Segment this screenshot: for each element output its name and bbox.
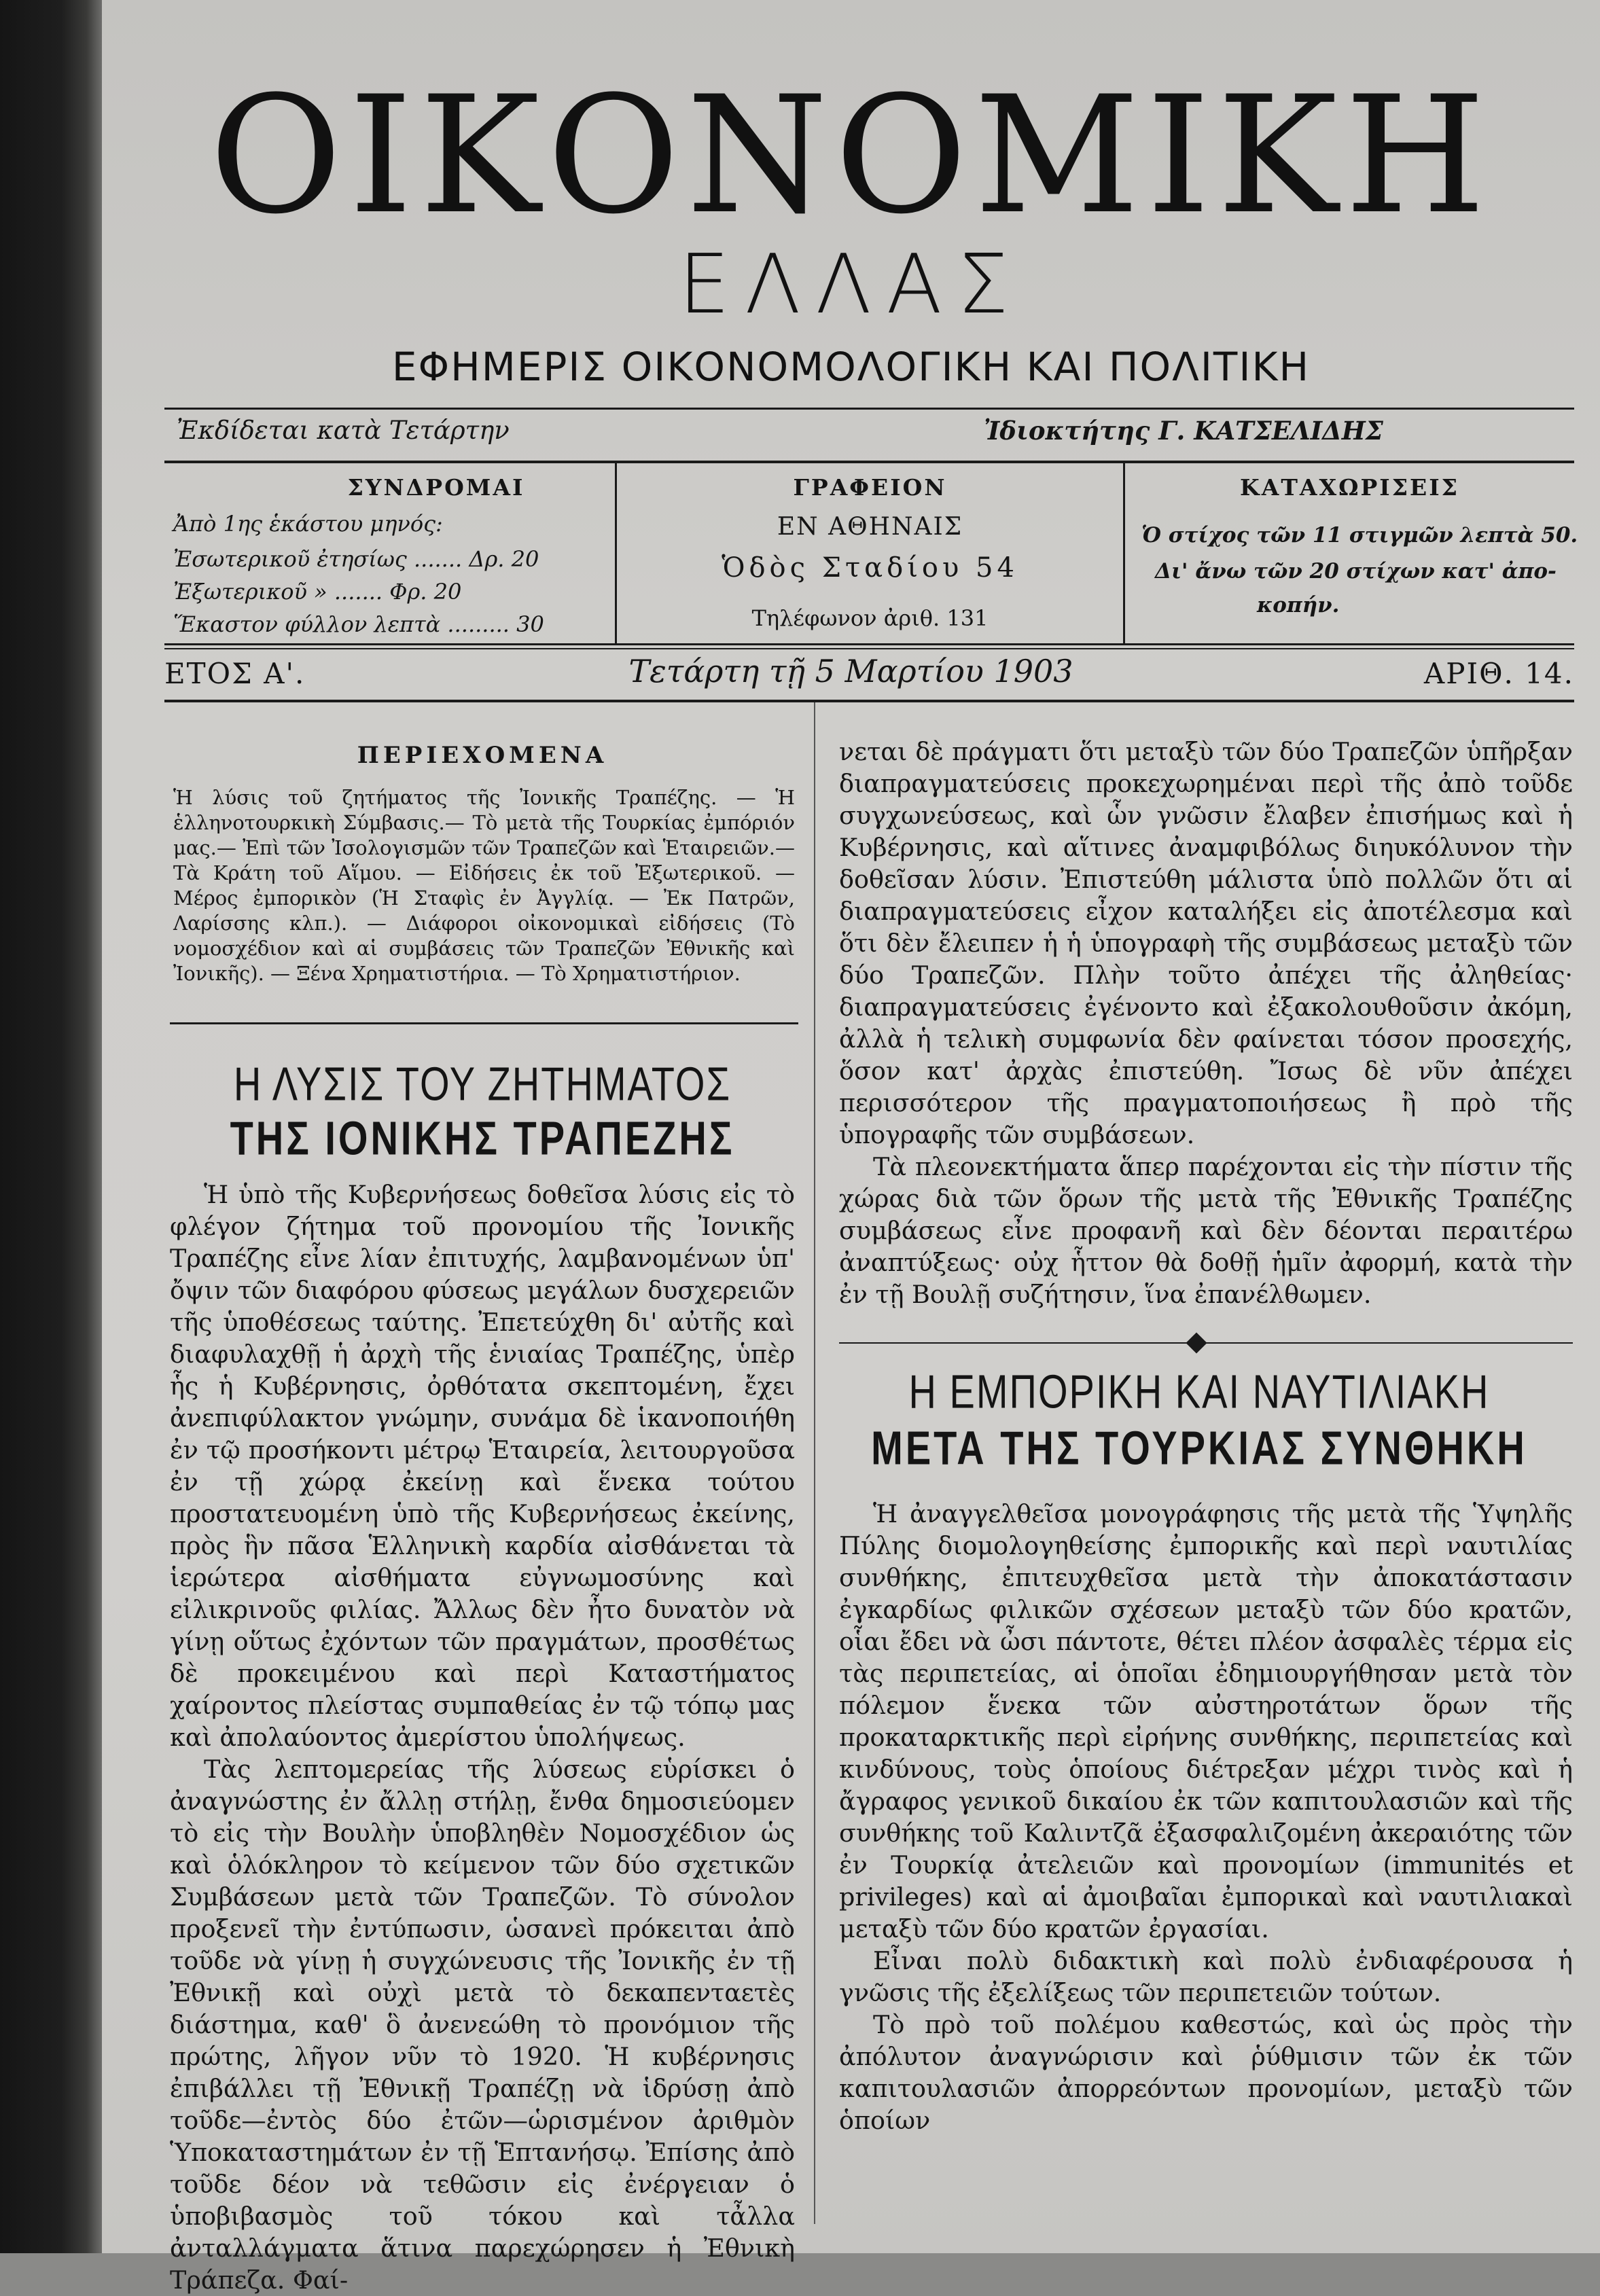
article1-paragraph: νεται δὲ πράγματι ὅτι μεταξὺ τῶν δύο Τραπεζῶν ὑπῆρξαν διαπραγματεύσεις προκεχωρημέναι περὶ τῆς ἀπὸ τοῦδε συγχωνεύσεως, καὶ ὧν γνῶσιν ἔλαβεν ἐπισήμως καὶ ἡ Κυβέρνησις, καὶ αἵτινες ἀναμφιβόλως διηυκόλυνον τὴν δοθεῖσαν λύσιν. Ἐπιστεύθη μάλιστα ὑπὸ πολλῶν ὅτι αἱ διαπραγματεύσεις εἶχον καταλήξει εἰς ἀποτέλεσμα καὶ ὅτι δὲν ἔλειπεν ἡ ἡ ὑπογραφὴ τῆς συμβάσεως μεταξὺ τῶν δύο Τραπεζῶν. Πλὴν τοῦτο ἀπέχει τῆς ἀληθείας· διαπραγματεύσεις ἐγένοντο καὶ ἐξακολουθοῦσιν ἀκόμη, ἀλλὰ ἡ τελικὴ συμφωνία δὲν φαίνεται τόσον προσεχής, ὅσον κατ' ἀρχὰς ἐπιστεύθη. Ἴσως δὲ νῦν ἀπέχει περισσότερον τῆς πραγματοποιήσεως ἢ πρὸ τῆς ὑπογραφῆς τῶν συμβάσεων. — [839, 737, 1573, 1149]
article2-headline-line2: ΜΕΤΑ ΤΗΣ ΤΟΥΡΚΙΑΣ ΣΥΝΘΗΚΗ — [871, 1420, 1527, 1475]
issue-number: ΑΡΙΘ. 14. — [1423, 657, 1574, 690]
publication-frequency: Ἐκδίδεται κατὰ Τετάρτην — [177, 416, 510, 445]
issue-line-rule — [164, 700, 1574, 702]
office-heading: ΓΡΑΦΕΙΟΝ — [793, 474, 947, 501]
office-telephone: Τηλέφωνον ἀριθ. 131 — [751, 605, 989, 631]
article1-headline-line1: Η ΛΥΣΙΣ ΤΟΥ ΖΗΤΗΜΑΤΟΣ — [233, 1056, 732, 1111]
article2-headline-line1: Η ΕΜΠΟΡΙΚΗ ΚΑΙ ΝΑΥΤΙΛΙΑΚΗ — [908, 1364, 1490, 1418]
masthead-title: ΟΙΚΟΝΟΜΙΚΗ — [209, 62, 1493, 250]
publication-owner: Ἰδιοκτήτης Γ. ΚΑΤΣΕΛΙΔΗΣ — [984, 416, 1383, 446]
contents-heading: ΠΕΡΙΕΧΟΜΕΝΑ — [357, 742, 608, 769]
issue-date: Τετάρτη τῇ 5 Μαρτίου 1903 — [628, 653, 1073, 689]
masthead-tagline: ΕΦΗΜΕΡΙΣ ΟΙΚΟΝΟΜΟΛΟΓΙΚΗ ΚΑΙ ΠΟΛΙΤΙΚΗ — [391, 344, 1311, 390]
office-street: Ὁδὸς Σταδίου 54 — [722, 552, 1018, 584]
masthead-rule — [164, 408, 1574, 410]
subscriptions-heading: ΣΥΝΔΡΟΜΑΙ — [347, 474, 525, 501]
info-box-bottom-rule — [164, 643, 1574, 645]
subscription-domestic: Ἐσωτερικοῦ ἐτησίως ....... Δρ. 20 — [173, 546, 539, 572]
newspaper-page — [102, 0, 1600, 2295]
article1-headline-line2: ΤΗΣ ΙΟΝΙΚΗΣ ΤΡΑΠΕΖΗΣ — [230, 1111, 735, 1165]
ads-bulk-line: Δι' ἄνω τῶν 20 στίχων κατ' ἀπο- — [1155, 559, 1557, 584]
separator-ornament-icon — [1186, 1332, 1207, 1353]
article1-paragraph: Τὰ πλεονεκτήματα ἅπερ παρέχονται εἰς τὴν πίστιν τῆς χώρας διὰ τῶν ὅρων τῆς μετὰ τῆς Ἐθνικῆς Τραπέζης συμβάσεως εἶνε προφανῆ καὶ δὲν δέονται περαιτέρω ἀναπτύξεως· οὐχ ἧττον θὰ δοθῇ ἡμῖν ἀφορμή, κατὰ τὴν ἐν τῇ Βουλῇ συζήτησιν, ἵνα ἐπανέλθωμεν. — [839, 1152, 1573, 1309]
ads-heading: ΚΑΤΑΧΩΡΙΣΕΙΣ — [1240, 474, 1459, 501]
article2-paragraph: Τὸ πρὸ τοῦ πολέμου καθεστώς, καὶ ὡς πρὸς τὴν ἀπόλυτον ἀναγνώρισιν καὶ ῥύθμισιν τῶν ἐκ τῶν καπιτουλασιῶν ἀπορρεόντων προνομίων, μεταξὺ τῶν ὁποίων — [839, 2010, 1573, 2135]
contents-rule — [170, 1022, 798, 1024]
article1-continuation — [839, 736, 1573, 1310]
info-box-bottom-rule-2 — [164, 648, 1574, 649]
article1-paragraph: Τὰς λεπτομερείας τῆς λύσεως εὑρίσκει ὁ ἀναγνώστης ἐν ἄλλῃ στήλῃ, ἔνθα δημοσιεύομεν τὸ εἰς τὴν Βουλὴν ὑποβληθὲν Νομοσχέδιον ὡς καὶ ὁλόκληρον τὸ κείμενον τῶν δύο σχετικῶν Συμβάσεων μετὰ τῶν Τραπεζῶν. Τὸ σύνολον προξενεῖ τὴν ἐντύπωσιν, ὡσανεὶ πρόκειται ἀπὸ τοῦδε νὰ γίνῃ ἡ συγχώνευσις τῆς Ἰονικῆς ἐν τῇ Ἐθνικῇ καὶ οὐχὶ μετὰ τὸ δεκαπενταετὲς διάστημα, καθ' ὃ ἀνενεώθη τὸ προνόμιον τῆς πρώτης, λῆγον νῦν τὸ 1920. Ἡ κυβέρνησις ἐπιβάλλει τῇ Ἐθνικῇ Τραπέζῃ νὰ ἱδρύσῃ ἀπὸ τοῦδε—ἐντὸς δύο ἐτῶν—ὡρισμένον ἀριθμὸν Ὑποκαταστημάτων ἐν τῇ Ἑπτανήσῳ. Ἐπίσης ἀπὸ τοῦδε δέον νὰ τεθῶσιν εἰς ἐνέργειαν ὁ ὑποβιβασμὸς τοῦ τόκου καὶ τἆλλα ἀνταλλάγματα ἅτινα παρεχώρησεν ἡ Ἐθνικὴ Τράπεζα. Φαί- — [170, 1755, 795, 2295]
office-city: ΕΝ ΑΘΗΝΑΙΣ — [777, 513, 963, 541]
binding-shadow — [0, 0, 102, 2253]
article1-paragraph: Ἡ ὑπὸ τῆς Κυβερνήσεως δοθεῖσα λύσις εἰς τὸ φλέγον ζήτημα τοῦ προνομίου τῆς Ἰονικῆς Τραπέζης εἶνε λίαν ἐπιτυχής, λαμβανομένων ὑπ' ὄψιν τῶν διαφόρου φύσεως μεγάλων δυσχερειῶν τῆς ὑποθέσεως ταύτης. Ἐπετεύχθη δι' αὐτῆς καὶ διαφυλαχθῇ ἡ ἀρχὴ τῆς ἑνιαίας Τραπέζης, ὑπὲρ ἧς ἡ Κυβέρνησις, ὀρθότατα σκεπτομένη, ἔχει ἀνεπιφύλακτον γνώμην, συνάμα δὲ ἱκανοποιήθη ἐν τῷ προσήκοντι μέτρῳ Ἑταιρεία, λειτουργοῦσα ἐν τῇ χώρᾳ ἐκείνῃ καὶ ἕνεκα τούτου προστατευομένη ὑπὸ τῆς Κυβερνήσεως ἐκείνης, πρὸς ἣν πᾶσα Ἑλληνικὴ καρδία αἰσθάνεται τὰ ἱερώτερα αἰσθήματα εὐγνωμοσύνης καὶ εἰλικρινοῦς φιλίας. Ἄλλως δὲν ἦτο δυνατὸν νὰ γίνῃ οὕτως ἐχόντων τῶν πραγμάτων, προσθέτως δὲ προκειμένου καὶ περὶ Καταστήματος χαίροντος πλείστας συμπαθείας ἐν τῷ τόπῳ μας καὶ ἀπολαύοντος ἀμερίστου ὑπολήψεως. — [170, 1180, 795, 1752]
contents-text: Ἡ λύσις τοῦ ζητήματος τῆς Ἰονικῆς Τραπέζης. — Ἡ ἑλληνοτουρκικὴ Σύμβασις.— Τὸ μετὰ τῆς Τουρκίας ἐμπόριόν μας.— Ἐπὶ τῶν Ἰσολογισμῶν τῶν Τραπεζῶν καὶ Ἑταιρειῶν.—Τὰ Κράτη τοῦ Αἵμου. — Εἰδήσεις ἐκ τοῦ Ἐξωτερικοῦ. — Μέρος ἐμπορικὸν (Ἡ Σταφὶς ἐν Ἀγγλίᾳ. — Ἐκ Πατρῶν, Λαρίσσης κλπ.). — Διάφοροι οἰκονομικαὶ εἰδήσεις (Τὸ νομοσχέδιον καὶ αἱ συμβάσεις τῶν Τραπεζῶν Ἐθνικῆς καὶ Ἰονικῆς). — Ξένα Χρηματιστήρια. — Τὸ Χρηματιστήριον. — [173, 786, 795, 985]
article2-paragraph: Ἡ ἀναγγελθεῖσα μονογράφησις τῆς μετὰ τῆς Ὑψηλῆς Πύλης διομολογηθείσης ἐμπορικῆς καὶ περὶ ναυτιλίας συνθήκης, ἐπιτευχθεῖσα μετὰ τὴν ἀποκατάστασιν ἐγκαρδίως φιλικῶν σχέσεων μεταξὺ τῶν δύο κρατῶν, οἷαι ἔδει νὰ ὦσι πάντοτε, θέτει πλέον ἀσφαλὲς τέρμα εἰς τὰς περιπετείας, αἱ ὁποῖαι ἐδημιουργήθησαν μετὰ τὸν πόλεμον ἕνεκα τῶν αὐστηροτάτων ὅρων τῆς προκαταρκτικῆς περὶ εἰρήνης συνθήκης, περιπετείας καὶ κινδύνους, τοὺς ὁποίους διέτρεξαν μέχρι τινὸς καὶ ἡ ἄγραφος γενικοῦ δικαίου ἐκ τῶν καπιτουλασιῶν καὶ τῆς συνθήκης τοῦ Καλιντζᾶ ἐξασφαλιζομένη ἀκεραιότης τῶν ἐν Τουρκίᾳ ἀτελειῶν καὶ προνομίων (immunités et privileges) καὶ αἱ ἀμοιβαῖαι ἐμπορικαὶ καὶ ναυτιλιακαὶ μεταξὺ τῶν δύο κρατῶν ἐργασίαι. — [839, 1499, 1573, 1943]
subscriptions-note: Ἀπὸ 1ης ἑκάστου μηνός: — [173, 511, 443, 537]
masthead-subtitle: ΕΛΛΑΣ — [678, 238, 1024, 332]
ads-rate-line: Ὁ στίχος τῶν 11 στιγμῶν λεπτὰ 50. — [1141, 523, 1578, 548]
ads-bulk-line-cont: κοπήν. — [1257, 593, 1340, 617]
issue-year: ΕΤΟΣ Α'. — [164, 657, 306, 690]
article2-paragraph: Εἶναι πολὺ διδακτικὴ καὶ πολὺ ἐνδιαφέρουσα ἡ γνῶσις τῆς ἐξελίξεως τῶν περιπετειῶν τούτων. — [839, 1946, 1573, 2007]
article2-body — [839, 1498, 1573, 2136]
subscription-single-issue: Ἕκαστον φύλλον λεπτὰ ......... 30 — [173, 611, 544, 637]
info-box-top-rule — [164, 461, 1574, 463]
subscription-foreign: Ἐξωτερικοῦ » ....... Φρ. 20 — [173, 579, 462, 605]
column-divider — [814, 702, 815, 2224]
article1-body — [170, 1179, 795, 2296]
